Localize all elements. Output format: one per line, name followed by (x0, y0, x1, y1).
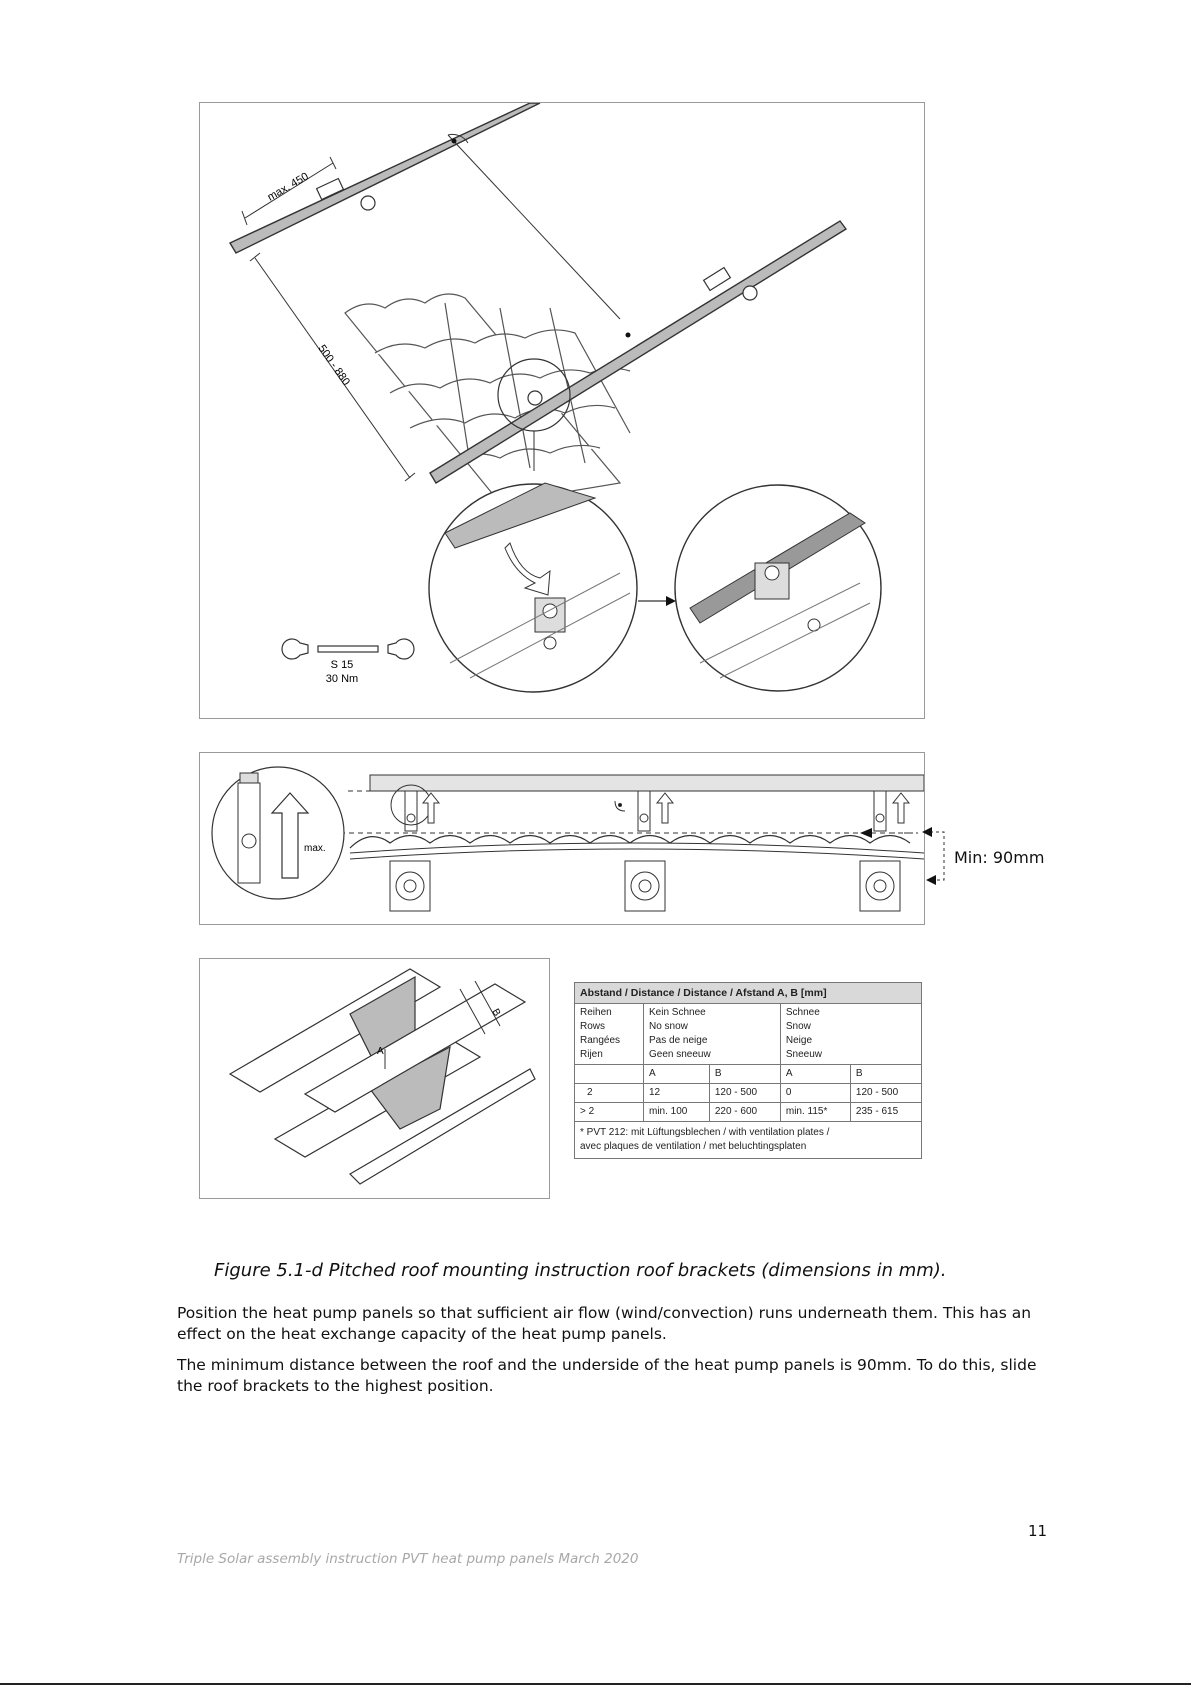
bracket-right (874, 791, 909, 831)
detail-view-1 (429, 483, 637, 692)
rafters (390, 861, 900, 911)
table-title: Abstand / Distance / Distance / Afstand A, B [mm] (575, 983, 922, 1004)
paragraph-airflow: Position the heat pump panels so that sufficient air flow (wind/convection) runs underneath them. This has an effect on the heat exchange capacity of the heat pump panels. (177, 1304, 1032, 1343)
figure-caption: Figure 5.1-d Pitched roof mounting instruction roof brackets (dimensions in mm). (214, 1260, 947, 1281)
rail-upper (230, 103, 540, 253)
distance-table (574, 982, 922, 1159)
figure-rail-installation (199, 102, 925, 719)
subheader-a-snow: A (780, 1065, 850, 1084)
table-subheader-row (575, 1065, 922, 1084)
dim-b-label: B (489, 1007, 503, 1019)
min-distance-label: Min: 90mm (954, 848, 1045, 867)
panel-rows-illustration (200, 959, 549, 1198)
figure-side-elevation (199, 752, 925, 925)
wrench-icon (282, 639, 414, 659)
figure-panel-rows (199, 958, 550, 1199)
dim-a-label: A (377, 1046, 384, 1057)
panel-profile (370, 775, 924, 791)
wrench-torque-label: 30 Nm (325, 673, 359, 685)
subheader-b-snow: B (850, 1065, 921, 1084)
subheader-a-no-snow: A (644, 1065, 710, 1084)
rail-installation-illustration (200, 103, 924, 718)
rows-label-cell: Reihen Rows Rangées Rijen (575, 1004, 644, 1065)
table-note: * PVT 212: mit Lüftungsblechen / with ventilation plates / avec plaques de ventilation / met beluchtingsplaten (575, 1122, 922, 1159)
page-number: 11 (1028, 1522, 1048, 1540)
roof-tile-profile (350, 836, 910, 849)
snow-label-cell: Schnee Snow Neige Sneeuw (780, 1004, 921, 1065)
bracket-middle (615, 791, 673, 831)
detail-bracket-max (212, 767, 344, 899)
detail-view-2 (675, 485, 881, 691)
dim-range-label: 500 - 880 (315, 342, 353, 388)
detail-max-label: max. (304, 843, 326, 854)
dim-max-label: max. 450 (265, 170, 311, 204)
side-elevation-illustration (200, 753, 924, 924)
min-distance-bracket (920, 826, 950, 886)
distance-table-wrapper (574, 982, 922, 1159)
roof-tiles (345, 294, 630, 503)
paragraph-min-distance: The minimum distance between the roof and the underside of the heat pump panels is 90mm. To do this, slide the roof brackets to the highest position. (177, 1356, 1037, 1395)
table-row: 2 12 120 - 500 0 120 - 500 (575, 1084, 922, 1103)
table-row: > 2 min. 100 220 - 600 min. 115* 235 - 615 (575, 1103, 922, 1122)
perpendicular-line (448, 135, 620, 319)
wrench-size-label: S 15 (330, 659, 354, 671)
bracket-left (391, 785, 439, 831)
subheader-b-no-snow: B (709, 1065, 780, 1084)
page-footer: Triple Solar assembly instruction PVT heat pump panels March 2020 (177, 1551, 639, 1567)
no-snow-label-cell: Kein Schnee No snow Pas de neige Geen sneeuw (644, 1004, 781, 1065)
